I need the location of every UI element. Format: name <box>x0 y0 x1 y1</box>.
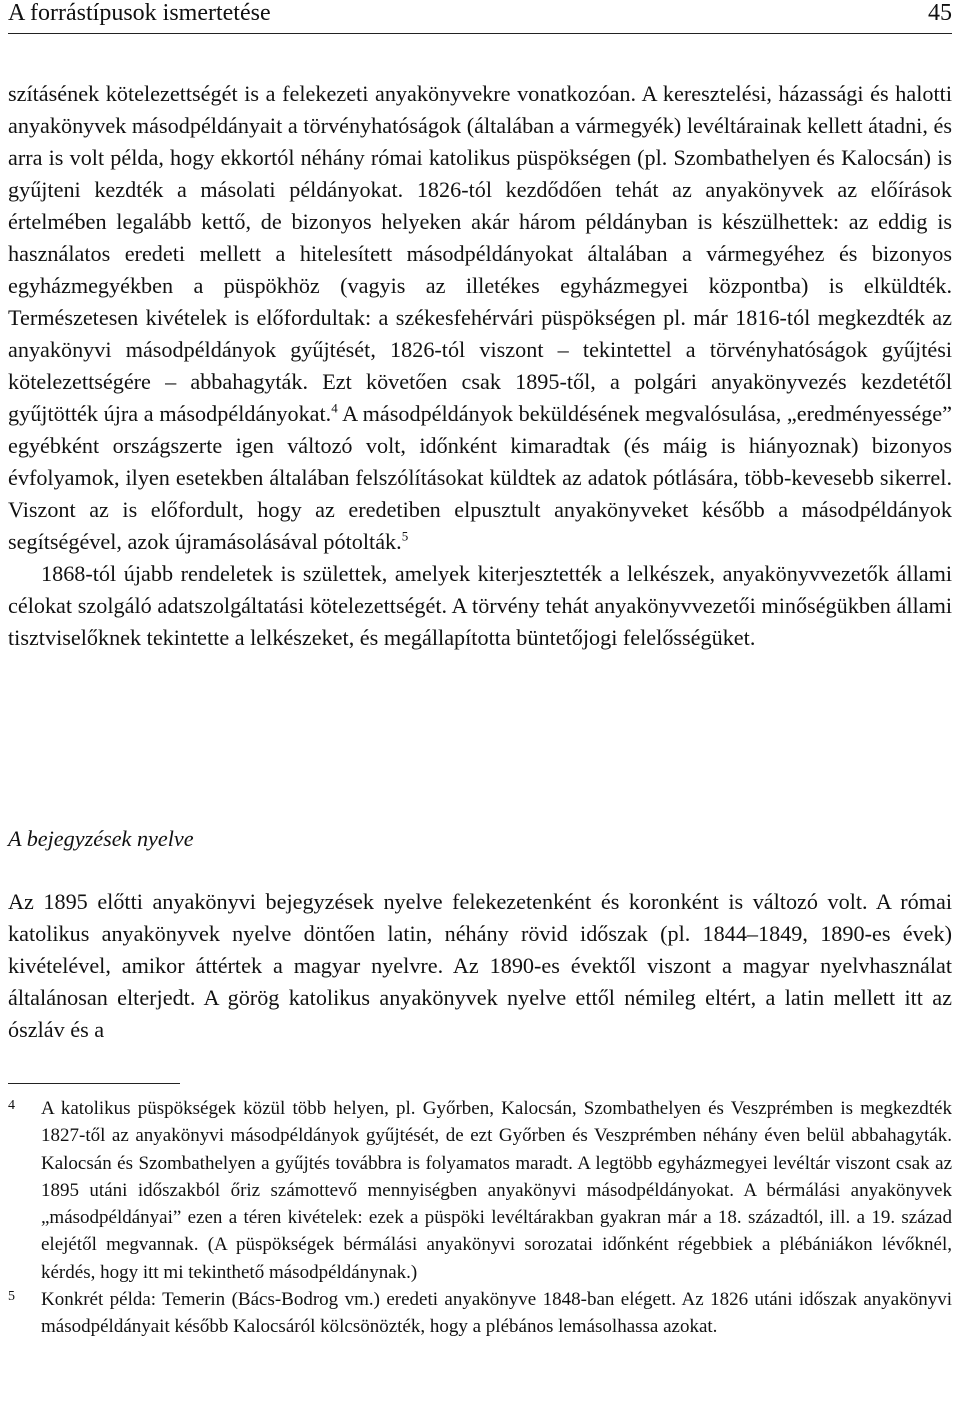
section-heading: A bejegyzések nyelve <box>8 826 194 851</box>
page-number: 45 <box>928 0 952 26</box>
footnote-text: A katolikus püspökségek közül több helyen, pl. Győrben, Kalocsán, Szombathelyen és Veszprémben is megkezdték 1827-től az anyakönyvi másodpéldányok gyűjtését, de ezt Győrben és Veszprémben néhány éven belül abbahagyták. Kalocsán és Szombathelyen a gyűjtés továbbra is folyamatos maradt. A legtöbb egyházmegyei levéltár viszont csak az 1895 utáni időszakból őriz számottevő mennyiségben anyakönyvi másodpéldányokat. A bérmálási anyakönyvek „másodpéldányai” ezen a téren kivételek: ezek a püspöki levéltárakban gyakran már a 18. századtól, ill. a 19. század elejétől megvannak. (A püspökségek bérmálási anyakönyvi sorozatai időnként régebbiek a plébániákon lévőknél, kérdés, hogy itt mi tekinthető másodpéldánynak.) <box>41 1098 952 1283</box>
footnote-number: 5 <box>8 1289 15 1305</box>
footnote-divider <box>8 1083 180 1084</box>
running-title: A forrástípusok ismertetése <box>8 0 271 26</box>
footnote-4 <box>8 1095 952 1286</box>
footnote-5 <box>8 1286 952 1341</box>
paragraph-1-part-2: A másodpéldányok beküldésének megvalósulása, „eredményessége” egyébként országszerte igen változó volt, időnként kimaradtak (és máig is hiányoznak) bizonyos évfolyamok, ilyen esetekben általában felszólításokat küldtek az adatok pótlására, több-kevesebb sikerrel. Viszont az is előfordult, hogy az eredetiben elpusztult anyakönyveket később a másodpéldányok segítségével, azok újramásolásával pótolták. <box>8 401 952 554</box>
footnote-ref-5: 5 <box>401 528 409 544</box>
paragraph-1 <box>8 78 952 558</box>
footnote-ref-4: 4 <box>331 400 338 416</box>
footnote-number: 4 <box>8 1098 15 1113</box>
footnote-text: Konkrét példa: Temerin (Bács-Bodrog vm.) eredeti anyakönyve 1848-ban elégett. Az 1826 utáni időszak anyakönyvi másodpéldányait később Kalocsáról kölcsönözték, hogy a plébános lemásolhassa azokat. <box>41 1289 952 1338</box>
section-paragraph: Az 1895 előtti anyakönyvi bejegyzések nyelve felekezetenként és koronként is változó volt. A római katolikus anyakönyvek nyelve döntően latin, néhány rövid időszak (pl. 1844–1849, 1890-es évek) kivételével, amikor áttértek a magyar nyelvre. Az 1890-es évektől viszont a magyar nyelvhasználat általánosan elterjedt. A görög katolikus anyakönyvek nyelve ettől némileg eltért, a latin mellett itt az ószláv és a <box>8 889 952 1042</box>
running-header <box>8 0 952 34</box>
main-text <box>8 78 952 654</box>
paragraph-1-part-1: szításének kötelezettségét is a felekezeti anyakönyvekre vonatkozóan. A keresztelési, házassági és halotti anyakönyvek másodpéldányait a törvényhatóságok (általában a vármegyék) levéltárainak kellett átadni, és arra is volt példa, hogy ekkortól néhány római katolikus püspökségen (pl. Szombathelyen és Kalocsán) is gyűjteni kezdték a másolati példányokat. 1826-tól kezdődően tehát az anyakönyvek az előírások értelmében legalább kettő, de bizonyos helyeken akár három példányban is készülhettek: az eddig is használatos eredeti mellett a hitelesített másodpéldányokat általában a vármegyéhez és bizonyos egyházmegyékben a püspökhöz (vagyis az illetékes egyházmegyei központba) is elküldték. Természetesen kivételek is előfordultak: a székesfehérvári püspökségen pl. már 1816-tól megkezdték az anyakönyvi másodpéldányok gyűjtését, 1826-tól viszont – tekintettel a törvényhatóságok gyűjtési kötelezettségére – abbahagyták. Ezt követően csak 1895-től, a polgári anyakönyvezés kezdetétől gyűjtötték újra a másodpéldányokat. <box>8 81 952 426</box>
section-text <box>8 886 952 1046</box>
footnotes <box>8 1095 952 1341</box>
paragraph-2: 1868-tól újabb rendeletek is születtek, amelyek kiterjesztették a lelkészek, anyakönyvvezetők állami célokat szolgáló adatszolgáltatási kötelezettségét. A törvény tehát anyakönyvvezetői minőségükben állami tisztviselőknek tekintette a lelkészeket, és megállapította büntetőjogi felelősségüket. <box>8 561 952 650</box>
